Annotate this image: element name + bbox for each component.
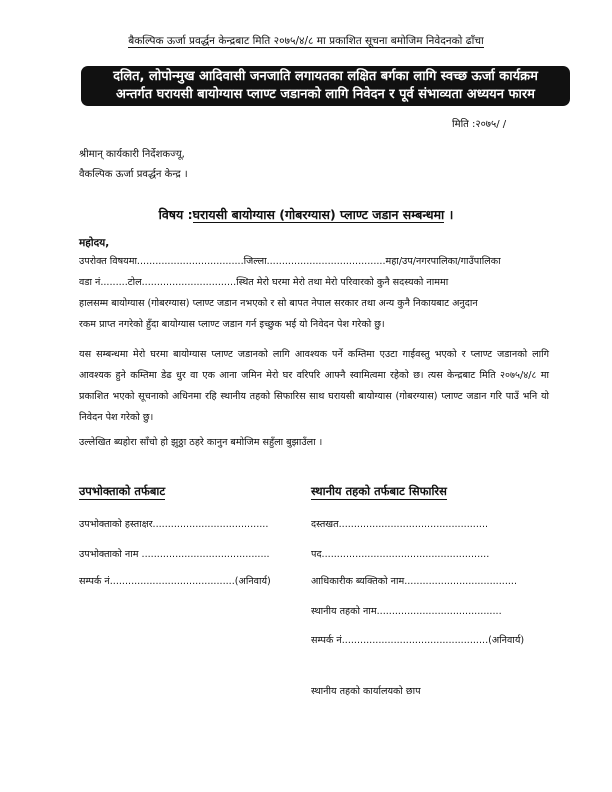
local-position-field[interactable]: पद....................................................... bbox=[311, 549, 490, 560]
local-contact-field[interactable]: सम्पर्क नं................................................(अनिवार्य) bbox=[311, 635, 525, 646]
local-level-section-heading: स्थानीय तहको तर्फबाट सिफारिस bbox=[311, 484, 447, 498]
subject-prefix: विषय : bbox=[158, 207, 193, 222]
consumer-name-field[interactable]: उपभोक्ताको नाम .......................................... bbox=[79, 549, 270, 560]
paragraph-3: उल्लेखित ब्यहोरा साँचो हो झुठ्ठा ठहरे कानुन बमोजिम सहुँला बुझाउँला । bbox=[79, 437, 323, 448]
paragraph-2: यस सम्बन्धमा मेरो घरमा बायोग्यास प्लाण्ट जडानको लागि आवश्यक पर्ने कम्तिमा एउटा गाईवस्तु भएको र प्लाण्ट जडानको लागि आवश्यक हुने कम्तिमा डेढ धुर वा एक आना जमिन मेरो घर वरिपरि आफ्नै स्वामित्वमा रहेको छ। त्यस केन्द्रबाट मिति २०७५/४/८ मा प्रकाशित भएको सूचनाको अधिनमा रहि स्थानीय तहको सिफारिस साथ घरायसी बायोग्यास (गोबरग्यास) प्लाण्ट जडान गरि पाउँ भनि यो निवेदन पेश गरेको छु। bbox=[79, 349, 549, 423]
subject-text: घरायसी बायोग्यास (गोबरग्यास) प्लाण्ट जडान सम्बन्धमा bbox=[192, 207, 445, 222]
form-title-banner bbox=[81, 66, 570, 106]
title-line-2: अन्तर्गत घरायसी बायोग्यास प्लाण्ट जडानको लागि निवेदन र पूर्व संभाव्यता अध्ययन फारम bbox=[116, 87, 535, 102]
paragraph-1-line-4: रकम प्राप्त नगरेको हुँदा बायोग्यास प्लाण्ट जडान गर्न इच्छुक भई यो निवेदन पेश गरेको छु। bbox=[79, 319, 385, 330]
paragraph-1-line-1: उपरोक्त विषयमा...................................जिल्ला.......................................महा/उप/नगरपालिका/गाउँपालिका bbox=[79, 256, 501, 267]
addressee-line-1: श्रीमान् कार्यकारी निर्देशकज्यू, bbox=[79, 149, 185, 160]
addressee-line-2: वैकल्पिक ऊर्जा प्रवर्द्धन केन्द्र । bbox=[79, 169, 188, 180]
form-format-note: बैकल्पिक ऊर्जा प्रवर्द्धन केन्द्रबाट मिति २०७५/४/८ मा प्रकाशित सूचना बमोजिम निवेदनको ढाँचा bbox=[128, 35, 484, 47]
local-signature-field[interactable]: दस्तखत................................................. bbox=[311, 519, 489, 530]
paragraph-1 bbox=[79, 254, 549, 338]
subject-line: विषय :घरायसी बायोग्यास (गोबरग्यास) प्लाण्ट जडान सम्बन्धमा । bbox=[158, 207, 454, 222]
local-level-name-field[interactable]: स्थानीय तहको नाम......................................... bbox=[311, 606, 502, 617]
paragraph-1-line-3: हालसम्म बायोग्यास (गोबरग्यास) प्लाण्ट जडान नभएको र सो बापत नेपाल सरकार तथा अन्य कुनै निकायबाट अनुदान bbox=[79, 298, 478, 309]
consumer-signature-field[interactable]: उपभोक्ताको हस्ताक्षर...................................... bbox=[79, 519, 269, 530]
salutation: महोदय, bbox=[79, 237, 110, 249]
consumer-contact-field[interactable]: सम्पर्क नं.........................................(अनिवार्य) bbox=[79, 576, 271, 587]
title-line-1: दलित, लोपोन्मुख आदिवासी जनजाति लगायतका लक्षित बर्गका लागि स्वच्छ ऊर्जा कार्यक्रम bbox=[113, 69, 538, 84]
paragraph-1-line-2: वडा नं.........टोल...............................स्थित मेरो घरमा मेरो तथा मेरो परिवारको कुनै सदस्यको नाममा bbox=[79, 277, 449, 288]
consumer-section-heading: उपभोक्ताको तर्फबाट bbox=[79, 484, 166, 498]
office-stamp-label: स्थानीय तहको कार्यालयको छाप bbox=[311, 686, 421, 697]
date-field: मिति :२०७५/ / bbox=[452, 119, 507, 130]
official-name-field[interactable]: आधिकारीक ब्यक्तिको नाम..................................... bbox=[311, 576, 518, 587]
